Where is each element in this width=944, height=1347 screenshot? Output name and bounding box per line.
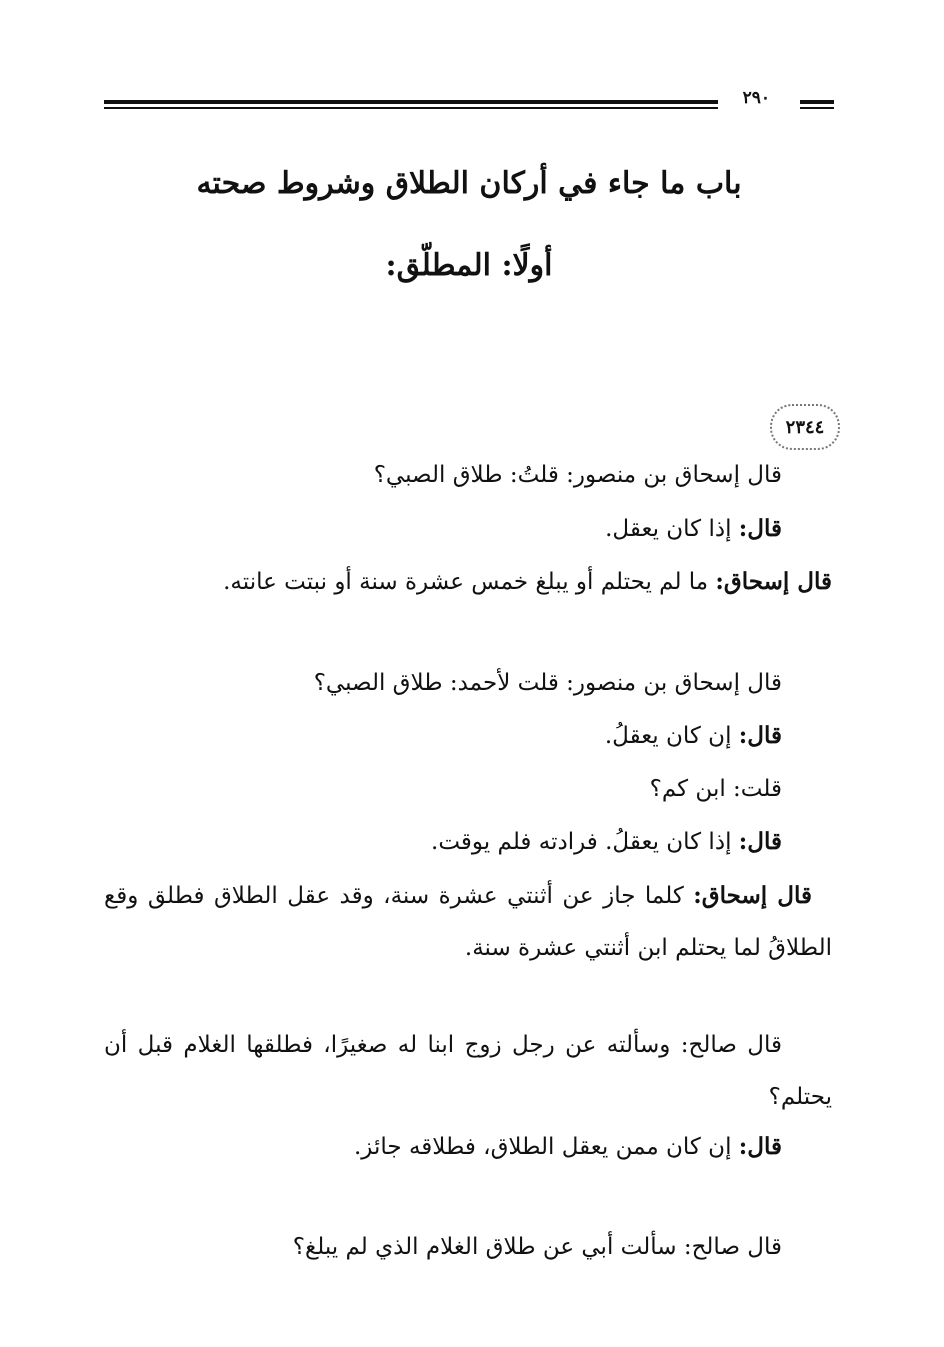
paragraph: [104, 817, 832, 867]
speaker-label: قال:: [738, 515, 782, 542]
page-number: ٢٩٠: [742, 88, 770, 108]
paragraph: [104, 870, 832, 974]
speaker-label: قال إسحاق:: [693, 882, 813, 909]
paragraph-text: ما لم يحتلم أو يبلغ خمس عشرة سنة أو نبتت عانته.: [223, 569, 716, 595]
paragraph-text: إذا كان يعقلُ. فرادته فلم يوقت.: [431, 829, 739, 855]
paragraph: [104, 658, 832, 708]
speaker-label: قال:: [738, 828, 782, 855]
paragraph-text: قال صالح: سألت أبي عن طلاق الغلام الذي لم يبلغ؟: [292, 1234, 782, 1260]
section-title: أولًا: المطلّق:: [385, 248, 553, 283]
paragraph-text: إن كان ممن يعقل الطلاق، فطلاقه جائز.: [354, 1134, 739, 1160]
paragraph: [104, 1222, 832, 1272]
paragraph: [104, 1122, 832, 1172]
page-header: [104, 88, 834, 118]
header-rule-short: [800, 100, 834, 109]
paragraph-text: قلت: ابن كم؟: [649, 776, 782, 802]
paragraph-text: إن كان يعقلُ.: [604, 723, 739, 749]
entry-number-badge: [770, 404, 840, 450]
entry-number: ٢٣٤٤: [785, 416, 825, 438]
paragraph-text: قال صالح: وسألته عن رجل زوج ابنا له صغيرًا، فطلقها الغلام قبل أن يحتلم؟: [104, 1032, 832, 1110]
speaker-label: قال:: [738, 1133, 782, 1160]
paragraph: [104, 504, 832, 554]
paragraph: [104, 557, 832, 607]
header-rule-long: [104, 100, 718, 109]
paragraph: [104, 711, 832, 761]
speaker-label: قال إسحاق:: [715, 568, 832, 595]
paragraph: [104, 764, 832, 814]
paragraph: [104, 450, 832, 500]
paragraph: [104, 1019, 832, 1123]
paragraph-text: قال إسحاق بن منصور: قلت لأحمد: طلاق الصبي؟: [313, 670, 782, 696]
paragraph-text: إذا كان يعقل.: [605, 516, 739, 542]
paragraph-text: كلما جاز عن أثنتي عشرة سنة، وقد عقل الطلاق فطلق وقع الطلاقُ لما يحتلم ابن أثنتي عشرة سنة.: [104, 883, 832, 961]
chapter-title: باب ما جاء في أركان الطلاق وشروط صحته: [196, 166, 742, 201]
speaker-label: قال:: [738, 722, 782, 749]
paragraph-text: قال إسحاق بن منصور: قلتُ: طلاق الصبي؟: [373, 462, 782, 488]
